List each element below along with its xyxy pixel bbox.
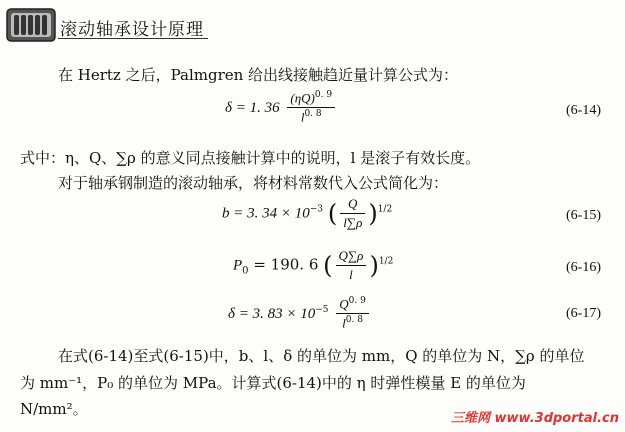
eq4-fraction (336, 296, 369, 332)
eq1-numerator: (ηQ) (290, 90, 315, 106)
equation-6-17 (228, 296, 372, 332)
eq2-exponent: 1/2 (377, 204, 393, 215)
eq1-denominator-exponent: 0. 8 (304, 109, 322, 120)
eq4-numerator-exponent: 0. 9 (348, 296, 366, 306)
eq4-denominator: l (342, 315, 346, 331)
intro-paragraph: 在 Hertz 之后，Palmgren 给出线接触趋近量计算公式为： (58, 66, 459, 84)
eq2-number: (6-15) (566, 208, 601, 223)
eq3-constant: = 190. 6 (253, 255, 319, 274)
eq2-lhs: b = 3. 34 × 10 (222, 205, 310, 222)
eq3-lhs: P (233, 257, 243, 274)
eq2-denominator: l∑ρ (343, 215, 363, 230)
eq3-denominator: l (349, 267, 353, 282)
eq2-fraction (340, 196, 365, 231)
eq4-number: (6-17) (566, 306, 601, 321)
site-watermark: 三维网 www.3dportal.cn (450, 411, 619, 426)
eq1-fraction (287, 90, 335, 126)
eq1-denominator: l (300, 109, 305, 125)
eq3-lhs-subscript: 0 (242, 265, 249, 277)
eq4-lhs-exponent: −5 (315, 304, 329, 315)
closing-line-1: 在式(6-14)至式(6-15)中，b、l、δ 的单位为 mm，Q 的单位为 N，∑ρ 的单位 (58, 347, 585, 365)
eq2-lhs-exponent: −3 (309, 204, 324, 215)
book-title: 滚动轴承设计原理 (60, 20, 204, 40)
closing-line-3: N/mm²。 (20, 400, 88, 418)
page-header (0, 0, 625, 48)
eq4-denominator-exponent: 0. 8 (345, 315, 363, 326)
roller-bearing-icon (6, 7, 56, 43)
equation-6-14 (225, 90, 338, 126)
eq1-number: (6-14) (566, 103, 601, 118)
simplification-paragraph: 对于轴承钢制造的滚动轴承，将材料常数代入公式简化为： (58, 174, 449, 192)
eq4-lhs: δ = 3. 83 × 10 (228, 305, 316, 322)
eq2-numerator: Q (348, 196, 358, 211)
equation-6-15: b = 3. $34 \times 10^{-3}$ ( $\frac{Q}{l\sum\rho}$ )$^{1/2}$ (222, 196, 393, 230)
symbol-note: 式中：η、Q、∑ρ 的意义同点接触计算中的说明，l 是滚子有效长度。 (20, 149, 481, 167)
eq1-numerator-exponent: 0. 9 (314, 90, 333, 100)
equation-6-16: $P_0 = 190$. 6 ( $\frac{Q\sum\rho}{l}$ )$^{1/2}$ (233, 248, 394, 282)
eq3-numerator: Q∑ρ (338, 248, 364, 263)
eq4-numerator: Q (339, 296, 349, 312)
header-rule (58, 38, 208, 39)
eq3-number: (6-16) (566, 260, 601, 275)
eq3-exponent: 1/2 (378, 256, 394, 267)
closing-line-2: 为 mm⁻¹，P₀ 的单位为 MPa。计算式(6-14)中的 η 时弹性模量 E 的单位为 (20, 374, 526, 392)
eq1-lhs: δ = 1. 36 (225, 99, 280, 116)
eq3-fraction (336, 248, 367, 283)
